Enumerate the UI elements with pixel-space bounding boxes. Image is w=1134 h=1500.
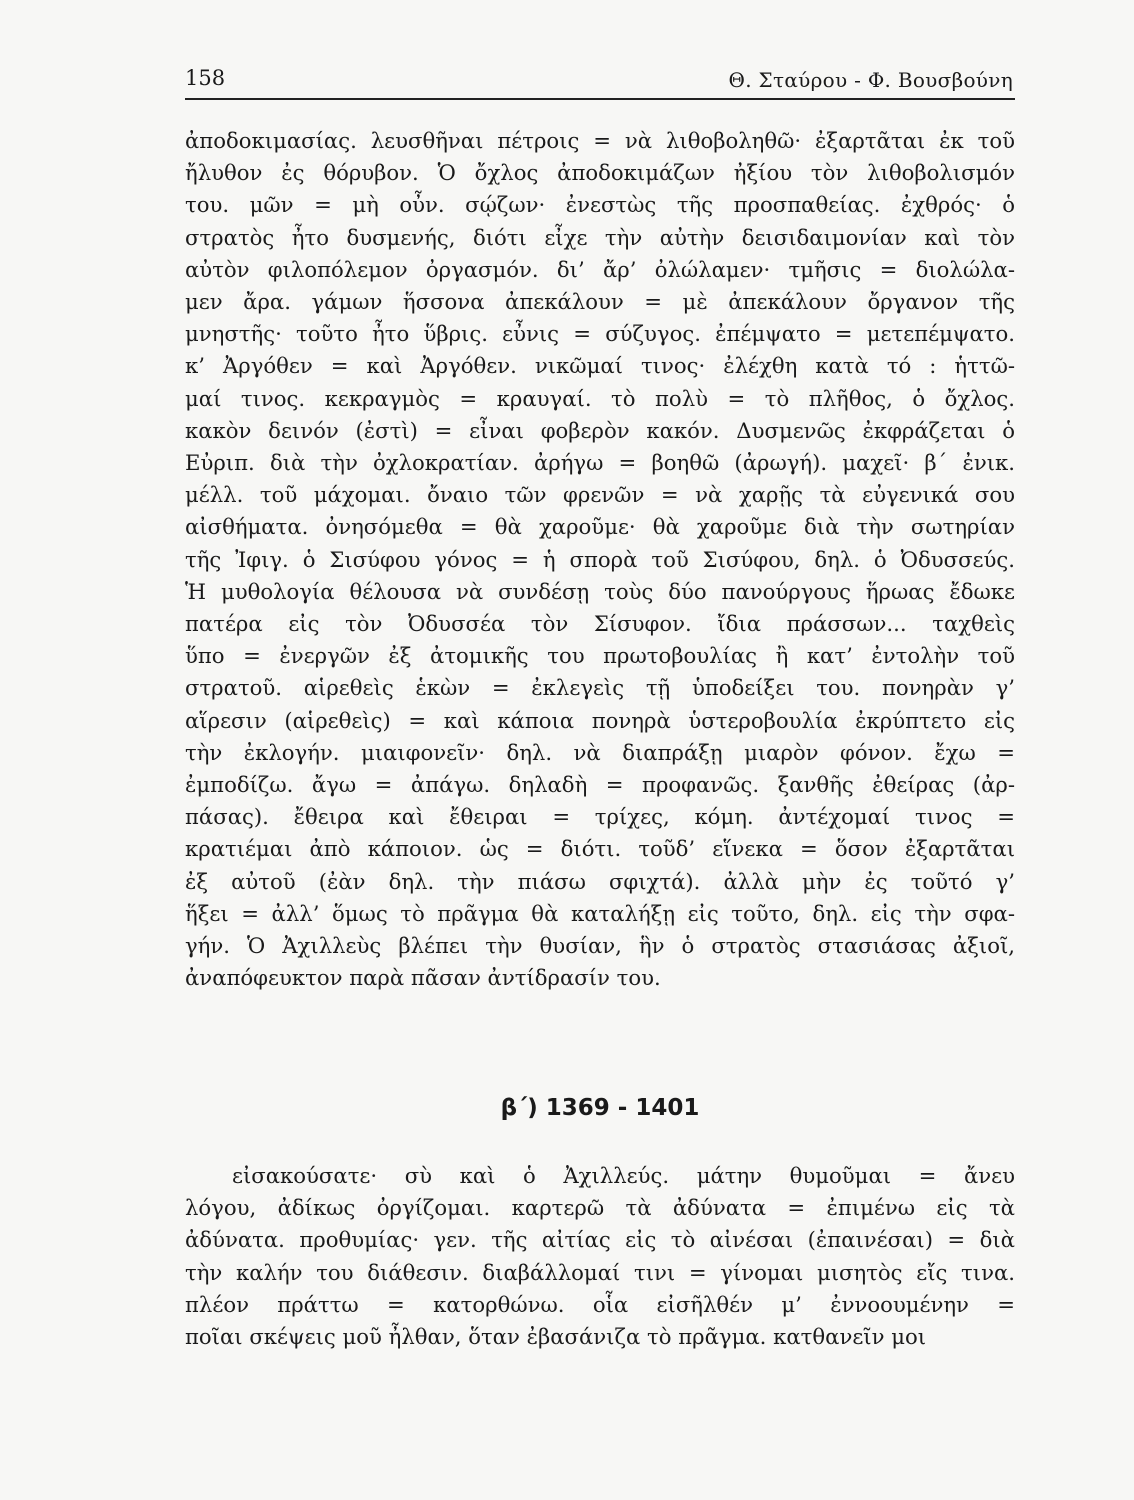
text-line: γήν. Ὁ Ἀχιλλεὺς βλέπει τὴν θυσίαν, ἣν ὁ στρατὸς στασιάσας ἀξιοῖ,	[185, 933, 1015, 959]
text-line: πατέρα εἰς τὸν Ὀδυσσέα τὸν Σίσυφον. ἴδια πράσσων... ταχθεὶς	[185, 611, 1015, 637]
text-line: Ἡ μυθολογία θέλουσα νὰ συνδέσῃ τοὺς δύο πανούργους ἥρωας ἔδωκε	[185, 578, 1015, 604]
text-line: ἐμποδίζω. ἄγω = ἀπάγω. δηλαδὴ = προφανῶς. ξανθῆς ἐθείρας (ἀρ-	[185, 772, 1015, 798]
text-line: ἐξ αὐτοῦ (ἐὰν δηλ. τὴν πιάσω σφιχτά). ἀλλὰ μὴν ἐς τοῦτό γ’	[185, 868, 1015, 894]
commentary-block-2	[185, 1160, 1015, 1353]
text-line: πάσας). ἔθειρα καὶ ἔθειραι = τρίχες, κόμη. ἀντέχομαί τινος =	[185, 804, 1015, 830]
text-line: αὐτὸν φιλοπόλεμον ὀργασμόν. δι’ ἄρ’ ὀλώλαμεν· τμῆσις = διολώλα-	[185, 256, 1015, 282]
text-line: Εὐριπ. διὰ τὴν ὀχλοκρατίαν. ἀρήγω = βοηθῶ (ἀρωγή). μαχεῖ· β΄ ἐνικ.	[185, 450, 1015, 476]
page-number: 158	[185, 66, 226, 90]
text-line: κρατιέμαι ἀπὸ κάποιον. ὡς = διότι. τοῦδ’ εἵνεκα = ὅσον ἐξαρτᾶται	[185, 836, 1015, 862]
text-line: μεν ἄρα. γάμων ἥσσονα ἀπεκάλουν = μὲ ἀπεκάλουν ὄργανον τῆς	[185, 289, 1015, 315]
text-line: αἵρεσιν (αἱρεθεὶς) = καὶ κάποια πονηρὰ ὑστεροβουλία ἐκρύπτετο εἰς	[185, 707, 1015, 733]
text-line: λόγου, ἀδίκως ὀργίζομαι. καρτερῶ τὰ ἀδύνατα = ἐπιμένω εἰς τὰ	[185, 1195, 1015, 1221]
section-heading: β΄) 1369 - 1401	[500, 1095, 700, 1121]
text-line: στρατὸς ἦτο δυσμενής, διότι εἶχε τὴν αὐτὴν δεισιδαιμονίαν καὶ τὸν	[185, 224, 1015, 250]
text-line: κακὸν δεινόν (ἐστὶ) = εἶναι φοβερὸν κακόν. Δυσμενῶς ἐκφράζεται ὁ	[185, 417, 1015, 443]
text-line: αἰσθήματα. ὀνησόμεθα = θὰ χαροῦμε· θὰ χαροῦμε διὰ τὴν σωτηρίαν	[185, 514, 1015, 540]
page-header	[185, 62, 1015, 100]
text-line: κ’ Ἀργόθεν = καὶ Ἀργόθεν. νικῶμαί τινος· ἐλέχθη κατὰ τό : ἡττῶ-	[185, 353, 1015, 379]
text-line: ἀποδοκιμασίας. λευσθῆναι πέτροις = νὰ λιθοβοληθῶ· ἐξαρτᾶται ἐκ τοῦ	[185, 128, 1015, 153]
text-line: ἤλυθον ἐς θόρυβον. Ὁ ὄχλος ἀποδοκιμάζων ἠξίου τὸν λιθοβολισμόν	[185, 160, 1015, 186]
text-line: ὕπο = ἐνεργῶν ἐξ ἀτομικῆς του πρωτοβουλίας ἢ κατ’ ἐντολὴν τοῦ	[185, 643, 1015, 669]
text-line: εἰσακούσατε· σὺ καὶ ὁ Ἀχιλλεύς. μάτην θυμοῦμαι = ἄνευ	[232, 1163, 1015, 1188]
text-line: τῆς Ἰφιγ. ὁ Σισύφου γόνος = ἡ σπορὰ τοῦ Σισύφου, δηλ. ὁ Ὀδυσσεύς.	[185, 546, 1015, 572]
text-line: τὴν ἐκλογήν. μιαιφονεῖν· δηλ. νὰ διαπράξῃ μιαρὸν φόνον. ἔχω =	[185, 739, 1015, 765]
text-line: ἥξει = ἀλλ’ ὅμως τὸ πρᾶγμα θὰ καταλήξῃ εἰς τοῦτο, δηλ. εἰς τὴν σφα-	[185, 900, 1015, 926]
text-line: τὴν καλήν του διάθεσιν. διαβάλλομαί τινι = γίνομαι μισητὸς εἴς τινα.	[185, 1259, 1015, 1285]
text-line: στρατοῦ. αἱρεθεὶς ἑκὼν = ἐκλεγεὶς τῇ ὑποδείξει του. πονηρὰν γ’	[185, 675, 1015, 701]
text-line: μνηστῆς· τοῦτο ἦτο ὕβρις. εὖνις = σύζυγος. ἐπέμψατο = μετεπέμψατο.	[185, 321, 1015, 347]
commentary-block-1	[185, 125, 1015, 994]
text-line: ποῖαι σκέψεις μοῦ ἦλθαν, ὅταν ἐβασάνιζα τὸ πρᾶγμα. κατθανεῖν μοι	[185, 1324, 927, 1350]
text-line: πλέον πράττω = κατορθώνω. οἷα εἰσῆλθέν μ’ ἐννοουμένην =	[185, 1291, 1015, 1317]
text-line: ἀναπόφευκτον παρὰ πᾶσαν ἀντίδρασίν του.	[185, 965, 661, 991]
running-title: Θ. Σταύρου - Φ. Βουσβούνη	[728, 68, 1013, 92]
text-line: του. μῶν = μὴ οὖν. σῴζων· ἐνεστὼς τῆς προσπαθείας. ἐχθρός· ὁ	[185, 192, 1015, 218]
text-line: μαί τινος. κεκραγμὸς = κραυγαί. τὸ πολὺ = τὸ πλῆθος, ὁ ὄχλος.	[185, 385, 1015, 411]
text-line: μέλλ. τοῦ μάχομαι. ὄναιο τῶν φρενῶν = νὰ χαρῇς τὰ εὐγενικά σου	[185, 482, 1015, 508]
text-line: ἀδύνατα. προθυμίας· γεν. τῆς αἰτίας εἰς τὸ αἰνέσαι (ἐπαινέσαι) = διὰ	[185, 1227, 1015, 1253]
